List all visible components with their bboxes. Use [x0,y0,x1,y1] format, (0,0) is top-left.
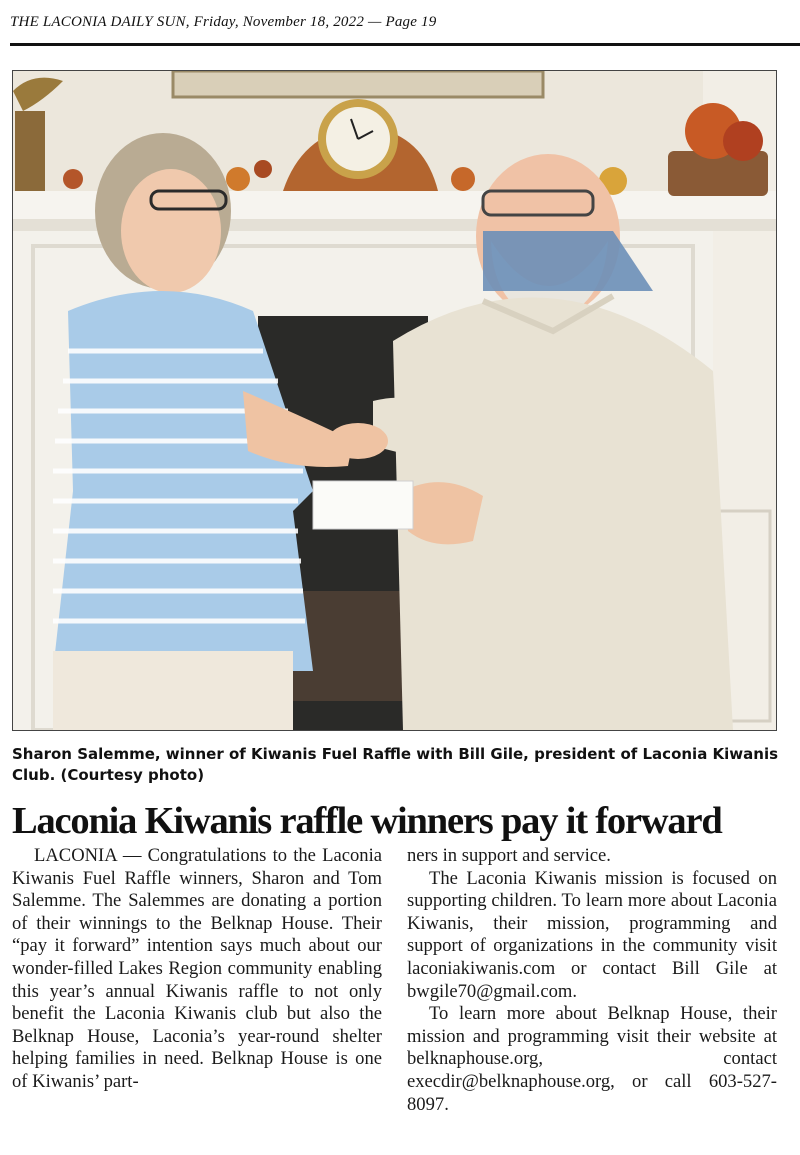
article-headline: Laconia Kiwanis raffle winners pay it forward [12,800,722,842]
article-paragraph: To learn more about Belknap House, their mission and programming visit their website at belknaphouse.org, contact execdir@belknaphouse.org, or call 603-527-8097. [407,1003,777,1115]
photo-illustration [13,71,776,730]
article-photo [12,70,777,731]
article-paragraph-continuation: ners in support and service. [407,845,611,866]
photo-caption: Sharon Salemme, winner of Kiwanis Fuel Raffle with Bill Gile, president of Laconia Kiwanis Club. (Courtesy photo) [12,745,779,784]
article-column-right [407,845,777,1116]
article-paragraph: The Laconia Kiwanis mission is focused on supporting children. To learn more about Laconia Kiwanis, their mission, programming and support of organizations in the community visit laconiakiwanis.com or contact Bill Gile at bwgile70@gmail.com. [407,867,777,1002]
masthead-rule [10,43,800,46]
article-paragraph: LACONIA — Congratulations to the Laconia Kiwanis Fuel Raffle winners, Sharon and Tom Salemme. The Salemmes are donating a portion of their winnings to the Belknap House. Their “pay it forward” intention says much about our wonder-filled Lakes Region community enabling this year’s annual Kiwanis raffle to not only benefit the Laconia Kiwanis club but also the Belknap House, Laconia’s year-round shelter helping families in need. Belknap House is one of Kiwanis’ part- [12,845,382,1092]
page-masthead: THE LACONIA DAILY SUN, Friday, November 18, 2022 — Page 19 [10,14,437,30]
article-column-left [12,845,382,1094]
